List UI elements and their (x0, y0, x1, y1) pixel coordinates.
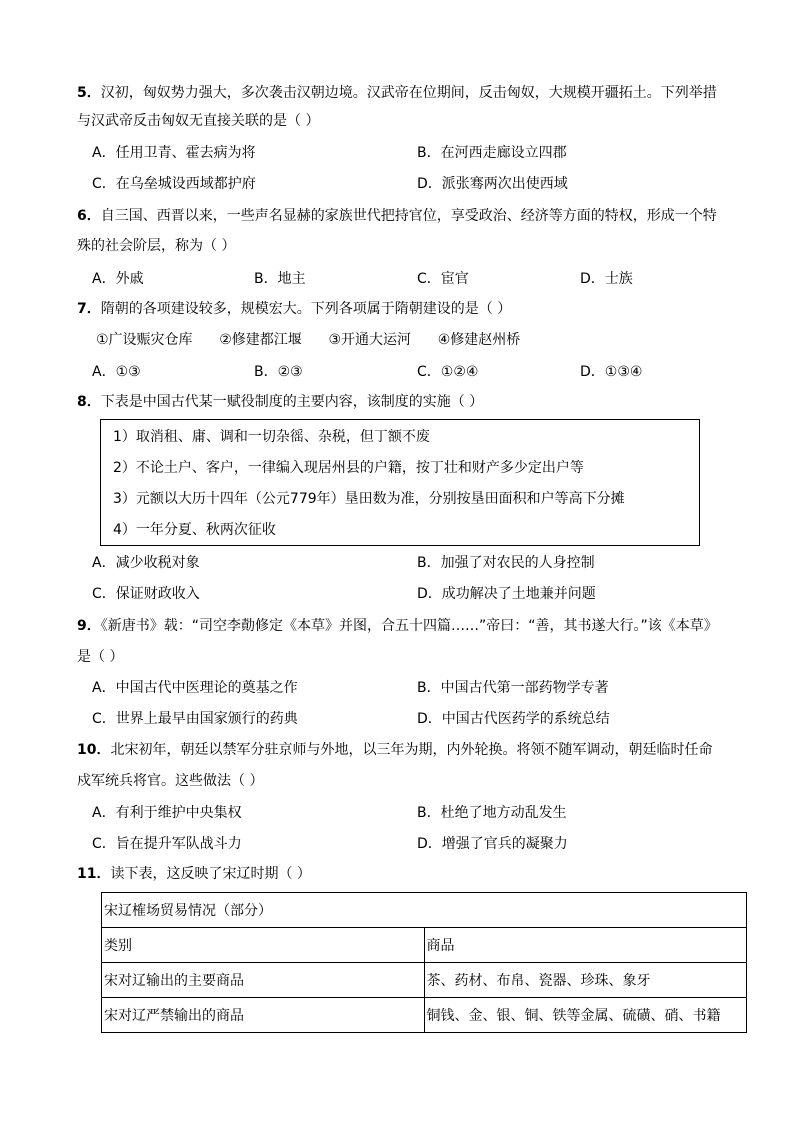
option-a: A．减少收税对象 (92, 555, 200, 571)
column-header-category: 类别 (102, 928, 425, 963)
question-number: 11． (77, 866, 111, 882)
question-number: 6． (77, 208, 101, 224)
option-a: A．任用卫青、霍去病为将 (92, 145, 256, 161)
table-cell: 茶、药材、布帛、瓷器、珍珠、象牙 (424, 963, 747, 998)
option-c: C．旨在提升军队战斗力 (92, 836, 242, 852)
question-stem: 汉初，匈奴势力强大，多次袭击汉朝边境。汉武帝在位期间，反击匈奴，大规模开疆拓土。下列举措 (100, 85, 717, 101)
option-b: B．在河西走廊设立四郡 (417, 145, 567, 161)
question-7 (77, 299, 511, 319)
option-a: A．外戚 (92, 271, 144, 287)
question-stem: 读下表，这反映了宋辽时期（ ） (110, 866, 311, 882)
question-number: 9． (77, 618, 101, 634)
question-6 (77, 206, 717, 226)
table-cell: 宋对辽严禁输出的商品 (102, 998, 425, 1033)
option-d: D．成功解决了土地兼并问题 (417, 586, 596, 602)
question-number: 7． (77, 301, 101, 317)
table-row (102, 963, 747, 998)
question-stem-continued: 与汉武帝反击匈奴无直接关联的是（ ） (77, 113, 320, 129)
option-a: A．有利于维护中央集权 (92, 805, 242, 821)
option-c: C．宦官 (417, 271, 469, 287)
option-d: D．中国古代医药学的系统总结 (417, 711, 610, 727)
numbered-items: ①广设赈灾仓库 ②修建都江堰 ③开通大运河 ④修建赵州桥 (96, 332, 521, 348)
table-title-row (102, 893, 747, 928)
question-stem: 下表是中国古代某一赋役制度的主要内容，该制度的实施（ ） (100, 394, 484, 410)
option-b: B．中国古代第一部药物学专著 (417, 680, 609, 696)
box-item: 2）不论土户、客户，一律编入现居州县的户籍，按丁壮和财产多少定出户等 (113, 460, 584, 476)
question-stem-continued: 戍军统兵将官。这些做法（ ） (77, 773, 264, 789)
trade-table (101, 892, 747, 1033)
box-item: 3）元额以大历十四年（公元779年）垦田数为准，分别按垦田面积和户等高下分摊 (113, 491, 625, 507)
question-number: 10． (77, 742, 111, 758)
question-10 (77, 740, 712, 760)
question-stem: 北宋初年，朝廷以禁军分驻京师与外地，以三年为期，内外轮换。将领不随军调动，朝廷临时任命 (110, 742, 713, 758)
option-d: D．增强了官兵的凝聚力 (417, 836, 568, 852)
question-5 (77, 83, 717, 103)
question-stem: 隋朝的各项建设较多，规模宏大。下列各项属于隋朝建设的是（ ） (100, 301, 512, 317)
table-header-row (102, 928, 747, 963)
option-d: D．士族 (580, 271, 633, 287)
box-item: 1）取消租、庸、调和一切杂徭、杂税，但丁额不废 (113, 429, 430, 445)
option-c: C．①②④ (417, 364, 479, 380)
table-row (102, 998, 747, 1033)
question-9 (77, 616, 718, 636)
question-stem: 自三国、西晋以来，一些声名显赫的家族世代把持官位，享受政治、经济等方面的特权，形成一个特 (100, 208, 717, 224)
tax-system-box (100, 419, 700, 546)
option-d: D．派张骞两次出使西域 (417, 176, 568, 192)
question-stem-continued: 是（ ） (77, 649, 124, 665)
option-b: B．加强了对农民的人身控制 (417, 555, 595, 571)
box-item: 4）一年分夏、秋两次征收 (113, 522, 276, 538)
option-c: C．在乌垒城设西域都护府 (92, 176, 256, 192)
option-b: B．地主 (254, 271, 306, 287)
option-c: C．保证财政收入 (92, 586, 200, 602)
question-number: 8． (77, 394, 101, 410)
table-title: 宋辽榷场贸易情况（部分） (102, 893, 747, 928)
option-c: C．世界上最早由国家颁行的药典 (92, 711, 298, 727)
option-b: B．杜绝了地方动乱发生 (417, 805, 567, 821)
question-stem: 《新唐书》载：“司空李勣修定《本草》并图，合五十四篇……”帝曰：“善，其书遂大行。”该《本草》 (100, 618, 718, 634)
column-header-goods: 商品 (424, 928, 747, 963)
option-b: B．②③ (254, 364, 303, 380)
option-a: A．①③ (92, 364, 141, 380)
question-11 (77, 864, 311, 884)
question-8 (77, 392, 483, 412)
table-cell: 铜钱、金、银、铜、铁等金属、硫磺、硝、书籍 (424, 998, 747, 1033)
question-number: 5． (77, 85, 101, 101)
table-cell: 宋对辽输出的主要商品 (102, 963, 425, 998)
question-stem-continued: 殊的社会阶层，称为（ ） (77, 238, 236, 254)
option-a: A．中国古代中医理论的奠基之作 (92, 680, 298, 696)
option-d: D．①③④ (580, 364, 643, 380)
